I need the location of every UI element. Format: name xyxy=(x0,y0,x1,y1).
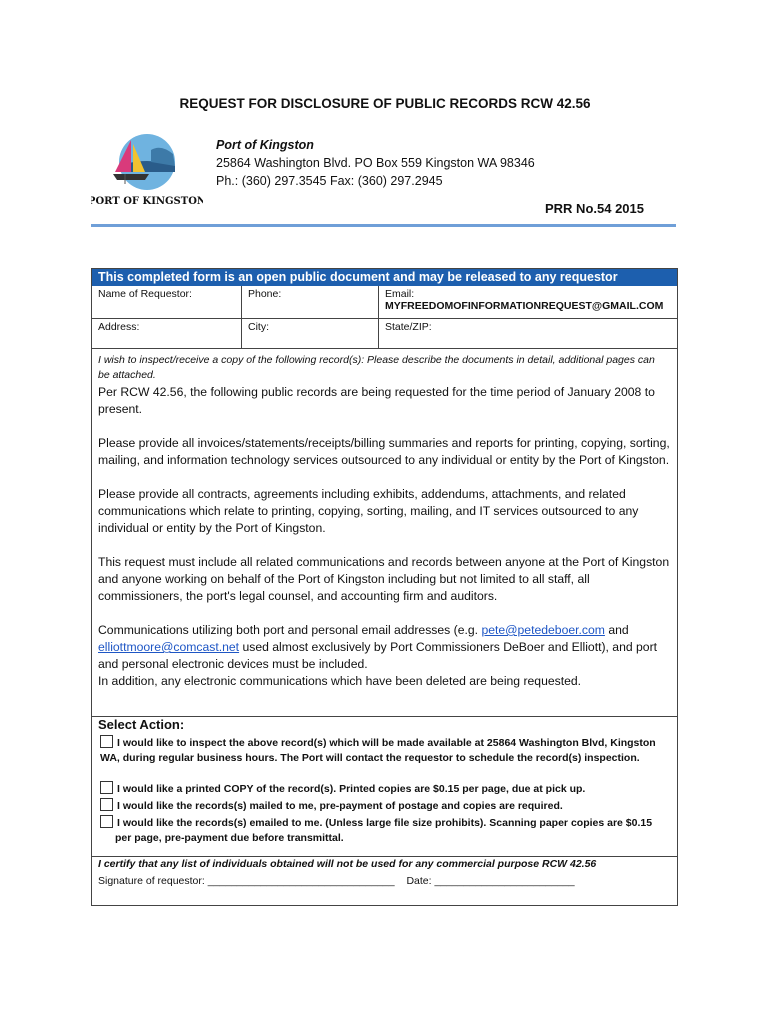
logo-text: PORT OF KINGSTON xyxy=(91,196,203,207)
option-inspect[interactable] xyxy=(100,735,660,766)
request-paragraph-5 xyxy=(98,622,674,673)
request-paragraph-4: This request must include all related communications and records between anyone at the Port of Kingston and anyone working on behalf of the Port of Kingston including but not limited to all staff, all commissioners, the port's legal counsel, and accounting firm and auditors. xyxy=(98,555,670,603)
request-paragraph-2: Please provide all invoices/statements/receipts/billing summaries and reports for printing, copying, sorting, mailing, and information technology services outsourced to any individual or entity by the Port of Kingston. xyxy=(98,436,670,467)
phone-label: Phone: xyxy=(248,288,282,300)
inspect-checkbox[interactable] xyxy=(100,735,113,748)
form-row-contact xyxy=(92,286,677,319)
org-phone-fax: Ph.: (360) 297.3545 Fax: (360) 297.2945 xyxy=(216,174,443,188)
prr-number: PRR No.54 2015 xyxy=(545,201,644,216)
certify-divider xyxy=(92,856,677,857)
state-zip-field[interactable] xyxy=(379,319,677,348)
document-title: REQUEST FOR DISCLOSURE OF PUBLIC RECORDS RCW 42.56 xyxy=(179,96,591,111)
request-paragraph-1: Per RCW 42.56, the following public records are being requested for the time period of January 2008 to present. xyxy=(98,385,655,416)
state-zip-label: State/ZIP: xyxy=(385,321,432,333)
option-mailed-label: I would like the records(s) mailed to me, pre-payment of postage and copies are required. xyxy=(117,800,563,812)
form-banner: This completed form is an open public document and may be released to any requestor xyxy=(92,269,677,286)
request-form xyxy=(91,268,678,906)
records-instructions: I wish to inspect/receive a copy of the following record(s): Please describe the documents in detail, additional pages can be attached. xyxy=(98,354,655,381)
city-field[interactable] xyxy=(242,319,379,348)
signature-line[interactable] xyxy=(98,875,575,887)
request-paragraph-6: In addition, any electronic communications which have been deleted are being requested. xyxy=(98,674,582,688)
port-logo xyxy=(91,128,203,210)
option-inspect-label: I would like to inspect the above record(s) which will be made available at 25864 Washington Blvd, Kingston WA, during regular business hours. The Port will contact the requestor to schedule the record(s) inspection. xyxy=(100,737,656,764)
email-link-deboer[interactable]: pete@petedeboer.com xyxy=(481,623,605,637)
paragraph-5-text-c: used almost exclusively by Port Commissioners DeBoer and Elliott), and port and personal electronic devices must be included. xyxy=(98,640,658,671)
email-value: MYFREEDOMOFINFORMATIONREQUEST@GMAIL.COM xyxy=(385,300,664,312)
records-description[interactable] xyxy=(98,384,674,690)
email-field[interactable] xyxy=(379,286,677,318)
option-printed-copy-label: I would like a printed COPY of the record(s). Printed copies are $0.15 per page, due at pick up. xyxy=(117,783,586,795)
paragraph-5-text-b: and xyxy=(604,623,629,637)
option-emailed-label: I would like the records(s) emailed to me. (Unless large file size prohibits). Scanning paper copies are $0.15 per page, pre-payment due before transmittal. xyxy=(115,817,653,844)
option-emailed[interactable] xyxy=(100,815,655,846)
option-printed-copy[interactable] xyxy=(100,781,660,797)
org-name: Port of Kingston xyxy=(216,138,314,152)
address-label: Address: xyxy=(98,321,140,333)
signature-label: Signature of requestor: ________________________________ xyxy=(98,875,395,887)
email-label: Email: xyxy=(385,288,415,300)
option-mailed[interactable] xyxy=(100,798,660,814)
org-address: 25864 Washington Blvd. PO Box 559 Kingston WA 98346 xyxy=(216,156,535,170)
phone-field[interactable] xyxy=(242,286,379,318)
select-action-heading: Select Action: xyxy=(98,717,185,732)
paragraph-5-text-a: Communications utilizing both port and personal email addresses (e.g. xyxy=(98,623,482,637)
requestor-name-label: Name of Requestor: xyxy=(98,288,192,300)
header-rule xyxy=(91,224,676,227)
address-field[interactable] xyxy=(92,319,242,348)
requestor-name-field[interactable] xyxy=(92,286,242,318)
city-label: City: xyxy=(248,321,269,333)
email-link-elliott[interactable]: elliottmoore@comcast.net xyxy=(98,640,240,654)
organization-block xyxy=(216,136,535,190)
emailed-checkbox[interactable] xyxy=(100,815,113,828)
request-paragraph-3: Please provide all contracts, agreements including exhibits, addendums, attachments, and related communications which relate to printing, copying, sorting, mailing, and IT services outsourced to any individual or entity by the Port of Kingston. xyxy=(98,487,639,535)
date-label: Date: ________________________ xyxy=(406,875,575,887)
printed-copy-checkbox[interactable] xyxy=(100,781,113,794)
mailed-checkbox[interactable] xyxy=(100,798,113,811)
form-row-address xyxy=(92,319,677,349)
certify-statement: I certify that any list of individuals obtained will not be used for any commercial purpose RCW 42.56 xyxy=(98,858,597,870)
